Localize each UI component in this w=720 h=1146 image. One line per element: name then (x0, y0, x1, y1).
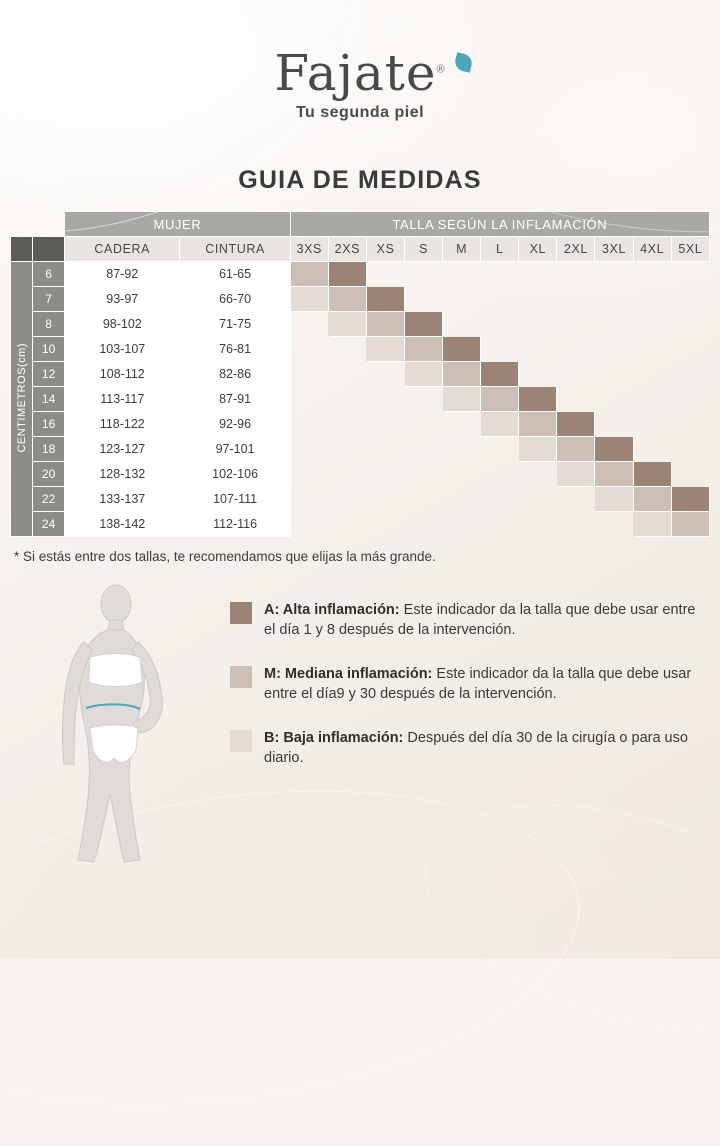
brand-tagline: Tu segunda piel (295, 104, 425, 121)
cell-empty (557, 312, 595, 337)
row-size-number: 8 (33, 312, 65, 337)
header-cadera: CADERA (65, 237, 180, 262)
cell-empty (519, 312, 557, 337)
cell-empty (328, 412, 366, 437)
cell-empty (366, 387, 404, 412)
cm-axis-label: CENTIMETROS(cm) (11, 262, 33, 537)
cell-empty (290, 462, 328, 487)
cell-empty (595, 262, 633, 287)
cell-empty (633, 362, 671, 387)
cell-a-xl (519, 387, 557, 412)
cell-empty (443, 487, 481, 512)
row-size-number: 6 (33, 262, 65, 287)
legend-text-alta (264, 600, 696, 640)
cell-empty (366, 262, 404, 287)
cell-empty (671, 287, 709, 312)
cell-empty (290, 437, 328, 462)
cell-empty (328, 362, 366, 387)
legend-item-alta (230, 600, 696, 640)
cell-empty (557, 487, 595, 512)
cell-empty (443, 437, 481, 462)
cell-empty (366, 462, 404, 487)
table-row (11, 412, 710, 437)
legend-title-mediana: M: Mediana inflamación: (264, 666, 433, 682)
cell-b-2xl (557, 462, 595, 487)
cell-empty (328, 487, 366, 512)
row-size-number: 20 (33, 462, 65, 487)
cell-empty (405, 387, 443, 412)
cell-a-5xl (671, 487, 709, 512)
header-size-m: M (443, 237, 481, 262)
cell-a-l (481, 362, 519, 387)
header-size-s: S (405, 237, 443, 262)
cell-empty (328, 337, 366, 362)
cell-empty (328, 512, 366, 537)
cell-empty (405, 262, 443, 287)
legend-swatch-baja (230, 730, 252, 752)
cell-empty (481, 437, 519, 462)
cell-empty (519, 487, 557, 512)
page-title: GUIA DE MEDIDAS (238, 166, 482, 194)
cell-empty (366, 362, 404, 387)
registered-mark: ® (436, 63, 446, 76)
cell-a-2xs (328, 262, 366, 287)
legend-swatch-alta (230, 602, 252, 624)
table-row (11, 312, 710, 337)
legend-text-baja (264, 728, 696, 768)
cell-empty (595, 362, 633, 387)
row-size-number: 18 (33, 437, 65, 462)
cell-a-s (405, 312, 443, 337)
row-cadera: 108-112 (65, 362, 180, 387)
cell-empty (328, 437, 366, 462)
table-row (11, 262, 710, 287)
row-cadera: 113-117 (65, 387, 180, 412)
leaf-icon (454, 52, 475, 73)
header-size-xl: XL (519, 237, 557, 262)
cell-empty (405, 412, 443, 437)
cell-empty (328, 387, 366, 412)
row-cintura: 71-75 (180, 312, 290, 337)
cell-b-s (405, 362, 443, 387)
cell-empty (633, 287, 671, 312)
cell-b-3xs (290, 287, 328, 312)
cell-empty (405, 487, 443, 512)
cell-empty (290, 387, 328, 412)
legend-text-mediana (264, 664, 696, 704)
cell-empty (481, 512, 519, 537)
row-cadera: 123-127 (65, 437, 180, 462)
cell-empty (671, 412, 709, 437)
cell-empty (481, 312, 519, 337)
row-size-number: 12 (33, 362, 65, 387)
header-inflamacion: TALLA SEGÚN LA INFLAMACIÓN (290, 212, 709, 237)
cell-empty (671, 337, 709, 362)
cell-empty (671, 437, 709, 462)
cell-empty (443, 412, 481, 437)
brand-name (274, 44, 446, 102)
table-row (11, 337, 710, 362)
table-row (11, 487, 710, 512)
cell-empty (519, 287, 557, 312)
legend-list (230, 582, 720, 877)
cell-empty (290, 487, 328, 512)
header-size-l: L (481, 237, 519, 262)
cell-empty (481, 287, 519, 312)
cell-empty (290, 312, 328, 337)
cell-empty (519, 362, 557, 387)
table-sub-header-row (11, 237, 710, 262)
legend-title-baja: B: Baja inflamación: (264, 730, 404, 746)
cell-empty (405, 287, 443, 312)
cell-empty (290, 362, 328, 387)
row-cadera: 98-102 (65, 312, 180, 337)
row-size-number: 7 (33, 287, 65, 312)
cell-m-m (443, 362, 481, 387)
cell-m-5xl (671, 512, 709, 537)
row-size-number: 10 (33, 337, 65, 362)
row-size-number: 24 (33, 512, 65, 537)
cell-empty (405, 512, 443, 537)
cell-m-3xl (595, 462, 633, 487)
bra-garment (89, 654, 142, 687)
table-row (11, 462, 710, 487)
cell-m-2xl (557, 437, 595, 462)
table-row (11, 387, 710, 412)
corner-cell (33, 237, 65, 262)
row-cadera: 128-132 (65, 462, 180, 487)
row-cintura: 87-91 (180, 387, 290, 412)
cell-empty (671, 362, 709, 387)
cell-empty (595, 287, 633, 312)
brand-logo (0, 0, 720, 122)
cell-a-3xl (595, 437, 633, 462)
cell-empty (481, 262, 519, 287)
body-figure-illustration (20, 582, 230, 877)
cell-a-4xl (633, 462, 671, 487)
cell-empty (443, 262, 481, 287)
cell-a-m (443, 337, 481, 362)
cell-empty (595, 412, 633, 437)
row-size-number: 14 (33, 387, 65, 412)
cell-empty (595, 312, 633, 337)
table-row (11, 362, 710, 387)
cell-empty (519, 512, 557, 537)
row-cadera: 87-92 (65, 262, 180, 287)
cell-empty (595, 337, 633, 362)
size-note: * Si estás entre dos tallas, te recomendamos que elijas la más grande. (14, 549, 436, 564)
row-cadera: 118-122 (65, 412, 180, 437)
row-cadera: 93-97 (65, 287, 180, 312)
header-size-2xs: 2XS (328, 237, 366, 262)
brand-name-text: Fajate (274, 44, 437, 102)
row-size-number: 22 (33, 487, 65, 512)
cell-empty (481, 487, 519, 512)
legend-title-alta: A: Alta inflamación: (264, 602, 400, 618)
row-cintura: 61-65 (180, 262, 290, 287)
cell-m-s (405, 337, 443, 362)
cell-m-3xs (290, 262, 328, 287)
header-size-4xl: 4XL (633, 237, 671, 262)
header-size-xs: XS (366, 237, 404, 262)
legend-item-mediana (230, 664, 696, 704)
cell-m-xs (366, 312, 404, 337)
row-size-number: 16 (33, 412, 65, 437)
cell-empty (671, 262, 709, 287)
header-mujer: MUJER (65, 212, 291, 237)
legend-body-baja: Después del día 30 de la cirugía o para uso diario. (264, 730, 688, 766)
cell-empty (633, 262, 671, 287)
cell-m-4xl (633, 487, 671, 512)
table-group-header-row (11, 212, 710, 237)
cell-b-3xl (595, 487, 633, 512)
table-row (11, 287, 710, 312)
cell-empty (519, 462, 557, 487)
row-cintura: 107-111 (180, 487, 290, 512)
cell-b-m (443, 387, 481, 412)
cell-empty (671, 312, 709, 337)
row-cintura: 112-116 (180, 512, 290, 537)
panty-garment (90, 725, 138, 762)
header-cintura: CINTURA (180, 237, 290, 262)
row-cintura: 102-106 (180, 462, 290, 487)
header-size-3xl: 3XL (595, 237, 633, 262)
cell-empty (481, 462, 519, 487)
row-cintura: 66-70 (180, 287, 290, 312)
cell-empty (595, 387, 633, 412)
cell-empty (443, 287, 481, 312)
cell-b-4xl (633, 512, 671, 537)
row-cintura: 92-96 (180, 412, 290, 437)
cell-a-2xl (557, 412, 595, 437)
legend-body-mediana: Este indicador da la talla que debe usar entre el día9 y 30 después de la intervención. (264, 666, 692, 702)
cell-empty (443, 312, 481, 337)
cell-m-2xs (328, 287, 366, 312)
cell-empty (557, 362, 595, 387)
row-cadera: 138-142 (65, 512, 180, 537)
cell-empty (633, 437, 671, 462)
woman-figure-icon (20, 582, 230, 872)
cell-empty (443, 462, 481, 487)
table-row (11, 512, 710, 537)
cell-a-xs (366, 287, 404, 312)
row-cintura: 76-81 (180, 337, 290, 362)
cell-empty (557, 512, 595, 537)
legend-area (0, 582, 720, 877)
cell-empty (519, 262, 557, 287)
cell-empty (290, 412, 328, 437)
header-size-2xl: 2XL (557, 237, 595, 262)
cell-empty (595, 512, 633, 537)
cell-empty (366, 512, 404, 537)
cell-empty (557, 387, 595, 412)
cell-b-xs (366, 337, 404, 362)
legend-body-alta: Este indicador da la talla que debe usar entre el día 1 y 8 después de la intervención. (264, 602, 696, 638)
cell-empty (481, 337, 519, 362)
cell-empty (328, 462, 366, 487)
row-cintura: 97-101 (180, 437, 290, 462)
cell-empty (405, 462, 443, 487)
cell-empty (519, 337, 557, 362)
cell-empty (633, 312, 671, 337)
cell-empty (443, 512, 481, 537)
spacer-cell (11, 212, 65, 237)
cell-empty (557, 337, 595, 362)
legend-item-baja (230, 728, 696, 768)
cell-empty (633, 387, 671, 412)
cell-b-2xs (328, 312, 366, 337)
cell-empty (557, 287, 595, 312)
cell-empty (366, 487, 404, 512)
cell-empty (557, 262, 595, 287)
cell-b-l (481, 412, 519, 437)
row-cadera: 133-137 (65, 487, 180, 512)
cell-empty (366, 412, 404, 437)
cell-empty (633, 412, 671, 437)
legend-swatch-mediana (230, 666, 252, 688)
row-cadera: 103-107 (65, 337, 180, 362)
cell-empty (290, 337, 328, 362)
cell-empty (671, 387, 709, 412)
header-size-5xl: 5XL (671, 237, 709, 262)
cell-empty (290, 512, 328, 537)
header-size-3xs: 3XS (290, 237, 328, 262)
cell-empty (405, 437, 443, 462)
cell-empty (633, 337, 671, 362)
cell-empty (671, 462, 709, 487)
corner-cell (11, 237, 33, 262)
size-table (10, 211, 710, 537)
cell-b-xl (519, 437, 557, 462)
cell-m-xl (519, 412, 557, 437)
cell-empty (366, 437, 404, 462)
row-cintura: 82-86 (180, 362, 290, 387)
cell-m-l (481, 387, 519, 412)
table-row (11, 437, 710, 462)
